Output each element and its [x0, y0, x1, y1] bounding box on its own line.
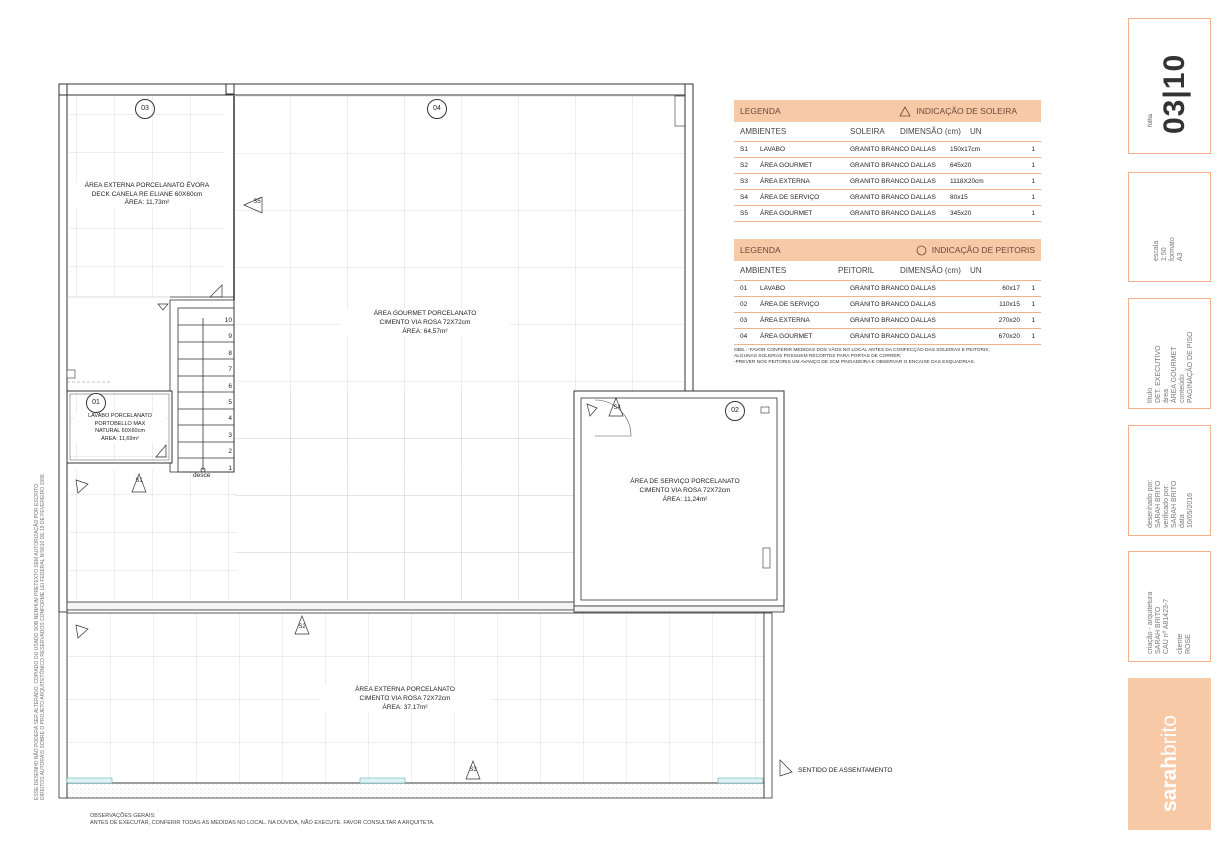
legend-peitoril-row: 02 ÁREA DE SERVIÇO GRANITO BRANCO DALLAS 110x15 1	[734, 297, 1041, 313]
scale-info: escala 1:50 formato A3	[1153, 237, 1184, 261]
title-info: título DET. EXECUTIVO área ÁREA GOURMET conteúdo PAGINAÇÃO DE PISO	[1147, 331, 1194, 403]
author-info: criação - arquitetura SARAH BRITO CAU nº A81423-7 cliente ROSE	[1147, 591, 1192, 654]
brand-wordmark: sarahbrito	[1158, 715, 1181, 812]
room-external-label: ÁREA EXTERNA PORCELANATO CIMENTO VIA ROSA 72X72cm ÁREA: 37,17m²	[320, 685, 490, 712]
warning-triangle-icon: INDICAÇÃO DE SOLEIRA	[899, 106, 1035, 117]
room-id-01: 01	[86, 393, 106, 413]
legend-soleira-columns: AMBIENTES SOLEIRA DIMENSÃO (cm) UN	[734, 122, 1041, 142]
sheet-number: 03|10	[1158, 53, 1191, 134]
room-02-label: ÁREA DE SERVIÇO PORCELANATO CIMENTO VIA ROSA 72X72cm ÁREA: 11,24m²	[600, 477, 770, 504]
legend-peitoril-header: LEGENDA INDICAÇÃO DE PEITORIS	[734, 239, 1041, 261]
laying-direction-label: SENTIDO DE ASSENTAMENTO	[798, 767, 893, 774]
circle-marker-icon: INDICAÇÃO DE PEITORIS	[916, 245, 1035, 256]
legend-soleira-row: S1 LAVABO GRANITO BRANCO DALLAS 150x17cm 1	[734, 142, 1041, 158]
general-observations: OBSERVAÇÕES GERAIS: ANTES DE EXECUTAR, CONFERIR TODAS AS MEDIDAS NO LOCAL. NA DÚVIDA, NÃO EXECUTE. FAVOR CONSULTAR A ARQUITETA.	[90, 813, 435, 826]
title-block-drawn	[1128, 425, 1211, 536]
legend-soleira-row: S2 ÁREA GOURMET GRANITO BRANCO DALLAS 645x20 1	[734, 158, 1041, 174]
legend-peitoril-row: 04 ÁREA GOURMET GRANITO BRANCO DALLAS 670x20 1	[734, 329, 1041, 345]
legend-soleira	[734, 100, 1041, 222]
stair-step-numbers: 10 9 8 7 6 5 4 3 2 1	[224, 317, 232, 472]
legend-notes: OBS.: -FAVOR CONFERIR MEDIDAS DOS VÃOS NO LOCAL ANTES DA CONFECÇÃO DAS SOLEIRAS E PEITORIS; ALGUNAS SOLEIRAS POSSUEM RECORTES PARA PORTAS DE CORRER; -PREVER NOS PEITORIS UM AVANÇO DE 2CM PINGADEIRA E OBSERVAR O ENCAIXE DAS ESQUADRIAS.	[734, 348, 990, 365]
legend-soleira-row: S4 ÁREA DE SERVIÇO GRANITO BRANCO DALLAS 80x15 1	[734, 190, 1041, 206]
threshold-marker-s1: S1	[135, 478, 143, 484]
legend-soleira-row: S5 ÁREA GOURMET GRANITO BRANCO DALLAS 345x20 1	[734, 206, 1041, 222]
room-id-04: 04	[427, 99, 447, 119]
title-block-author	[1128, 551, 1211, 662]
room-04-label: ÁREA GOURMET PORCELANATO CIMENTO VIA ROSA 72X72cm ÁREA: 64,57m²	[340, 309, 510, 336]
room-03-label: ÁREA EXTERNA PORCELANATO ÉVORA DECK CANELA RE ELIANE 60X60cm ÁREA: 11,73m²	[70, 182, 224, 208]
copyright-note: ESSE DESENHO NÃO PODERÁ SER ALTERADO, COPIADO OU USADO SOB NENHUM PRETEXTO SEM AUTORIZAÇÃO POR ESCRITO. DIREITOS AUTORAIS SOBRE O PROJETO ARQUITETÔNICO RESERVADOS CONFORME LEI FEDERAL Nº9610 DE 19 DE FEVEREIRO 1998.	[34, 472, 46, 800]
room-id-02: 02	[725, 401, 745, 421]
legend-peitoril-row: 01 LAVABO GRANITO BRANCO DALLAS 60x17 1	[734, 281, 1041, 297]
drawn-info: desenhado por: SARAH BRITO verificado por: SARAH BRITO data 10/05/2016	[1147, 479, 1194, 528]
threshold-marker-s5: S5	[253, 199, 261, 205]
sheet-label: folha	[1148, 113, 1154, 127]
threshold-strip	[67, 783, 764, 798]
threshold-marker-s4: S4	[613, 405, 621, 411]
title-block-title	[1128, 298, 1211, 409]
stair-direction-label: desce	[193, 472, 211, 479]
legend-soleira-row: S3 ÁREA EXTERNA GRANITO BRANCO DALLAS 1118X20cm 1	[734, 174, 1041, 190]
legend-soleira-header: LEGENDA INDICAÇÃO DE SOLEIRA	[734, 100, 1041, 122]
title-block-sheet	[1128, 18, 1211, 154]
title-block-scale	[1128, 172, 1211, 282]
room-01-label: LAVABO PORCELANATO PORTOBELLO MAX NATURAL 60X60cm ÁREA: 11,69m²	[74, 413, 166, 443]
room-id-03: 03	[135, 99, 155, 119]
legend-peitoril-columns: AMBIENTES PEITORIL DIMENSÃO (cm) UN	[734, 261, 1041, 281]
brand-logo	[1128, 678, 1211, 830]
threshold-marker-s3: S3	[469, 767, 477, 773]
legend-peitoril	[734, 239, 1041, 366]
threshold-marker-s2: S2	[298, 624, 306, 630]
legend-peitoril-row: 03 ÁREA EXTERNA GRANITO BRANCO DALLAS 270x20 1	[734, 313, 1041, 329]
